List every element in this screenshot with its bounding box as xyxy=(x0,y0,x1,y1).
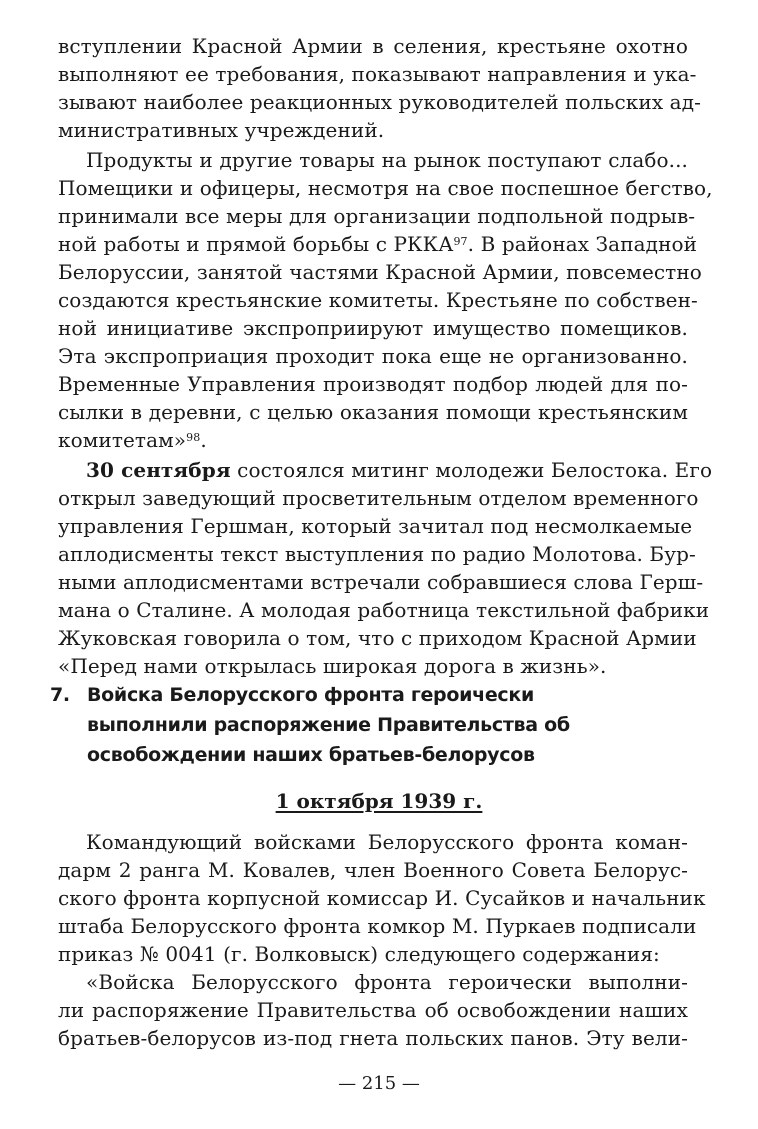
section-title-line: выполнили распоряжение Правительства об xyxy=(87,714,570,736)
text-line: Временные Управления производят подбор людей для по- xyxy=(58,372,688,396)
text-line: Командующий войсками Белорусского фронта коман- xyxy=(86,830,688,854)
text-line xyxy=(58,426,688,454)
section-title-line: освобождении наших братьев-белорусов xyxy=(87,744,535,766)
text-line: Продукты и другие товары на рынок поступают слабо... xyxy=(86,148,688,172)
text-line: Жуковская говорила о том, что с приходом Красной Армии xyxy=(58,626,697,650)
text-line: сылки в деревни, с целью оказания помощи крестьянским xyxy=(58,400,688,424)
text-span: комитетам» xyxy=(58,428,187,452)
text-line: штаба Белорусского фронта комкор М. Пуркаев подписали xyxy=(58,914,697,938)
footnote-marker: 98 xyxy=(186,431,201,444)
text-line: зывают наиболее реакционных руководителей польских ад- xyxy=(58,90,701,114)
bold-date: 30 сентября xyxy=(86,458,231,482)
text-span: . В районах Западной xyxy=(467,232,698,256)
text-span: . xyxy=(200,428,207,452)
text-span: состоялся митинг молодежи Белостока. Его xyxy=(230,458,713,482)
text-line: открыл заведующий просветительным отделом временного xyxy=(58,486,699,510)
text-line xyxy=(58,230,698,258)
section-number: 7. xyxy=(50,684,70,706)
footnote-marker: 97 xyxy=(453,235,468,248)
text-span: ной работы и прямой борьбы с РККА xyxy=(58,232,454,256)
text-line: ского фронта корпусной комиссар И. Сусайков и начальник xyxy=(58,886,706,910)
section-title-line: Войска Белорусского фронта героически xyxy=(87,684,534,706)
text-line: дарм 2 ранга М. Ковалев, член Военного Совета Белорус- xyxy=(58,858,688,882)
text-line: приказ № 0041 (г. Волковыск) следующего содержания: xyxy=(58,942,660,966)
text-line: ными аплодисментами встречали собравшиеся слова Герш- xyxy=(58,570,704,594)
text-line: министративных учреждений. xyxy=(58,118,385,142)
text-line: «Войска Белорусского фронта героически выполни- xyxy=(86,970,688,994)
text-line: мана о Сталине. А молодая работница текстильной фабрики xyxy=(58,598,710,622)
text-line: вступлении Красной Армии в селения, крестьяне охотно xyxy=(58,34,688,58)
text-line: Эта экспроприация проходит пока еще не организованно. xyxy=(58,344,688,368)
text-line: ли распоряжение Правительства об освобождении наших xyxy=(58,998,688,1022)
text-line: Помещики и офицеры, несмотря на свое поспешное бегство, xyxy=(58,176,713,200)
text-line xyxy=(86,456,713,484)
text-line: принимали все меры для организации подпольной подрыв- xyxy=(58,204,696,228)
text-line: управления Гершман, который зачитал под несмолкаемые xyxy=(58,514,693,538)
text-line: аплодисменты текст выступления по радио Молотова. Бур- xyxy=(58,542,696,566)
text-line: создаются крестьянские комитеты. Крестьяне по собствен- xyxy=(58,288,698,312)
section-date: 1 октября 1939 г. xyxy=(275,789,483,813)
text-line: выполняют ее требования, показывают направления и ука- xyxy=(58,62,697,86)
text-line: братьев-белорусов из-под гнета польских панов. Эту вели- xyxy=(58,1026,688,1050)
text-line: «Перед нами открылась широкая дорога в жизнь». xyxy=(58,654,607,678)
text-line: Белоруссии, занятой частями Красной Армии, повсеместно xyxy=(58,260,702,284)
page-number: — 215 — xyxy=(338,1073,420,1094)
text-line: ной инициативе экспроприируют имущество помещиков. xyxy=(58,316,688,340)
